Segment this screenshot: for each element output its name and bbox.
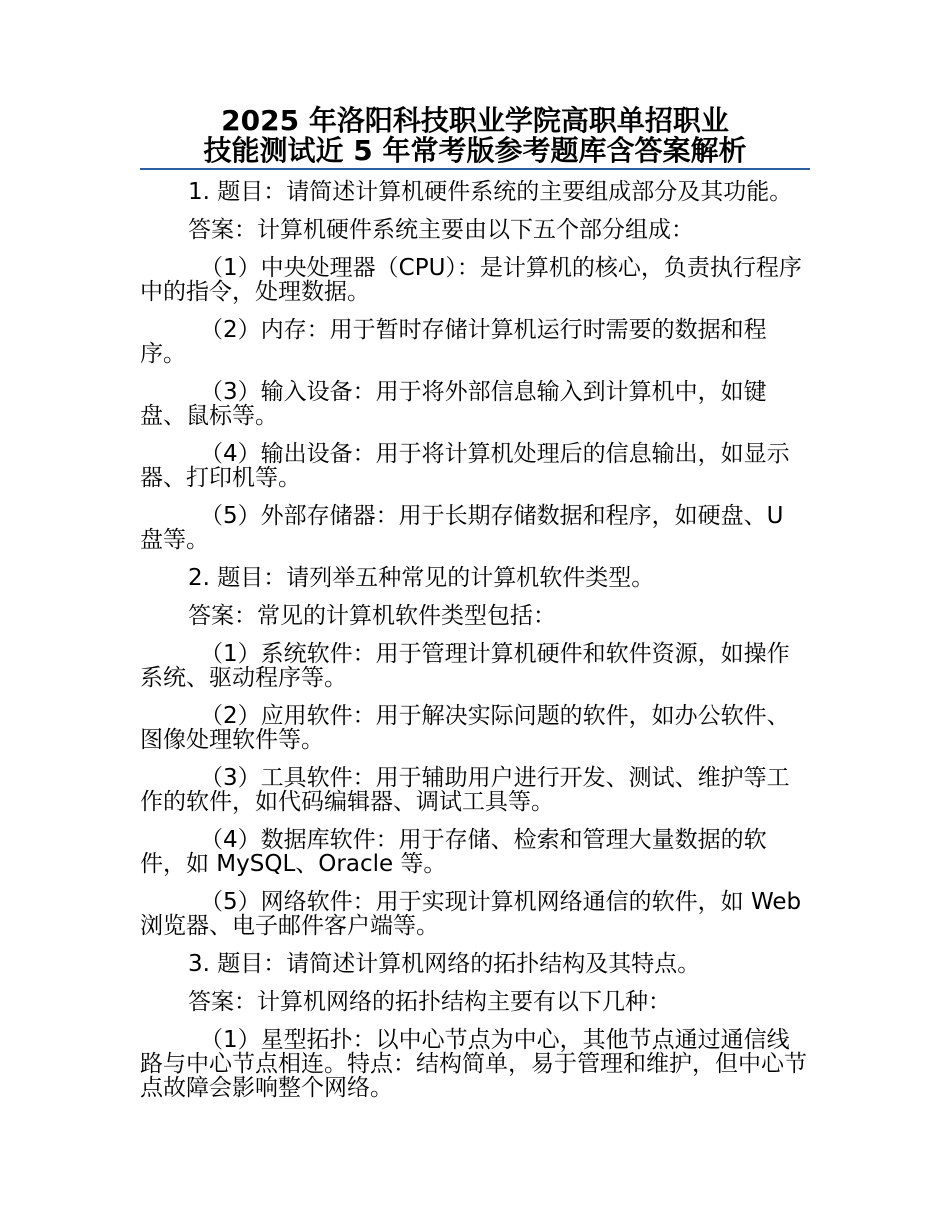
title-line-2: 技能测试近 5 年常考版参考题库含答案解析 — [203, 134, 747, 167]
answer-1-item-memory: （2）内存：用于暂时存储计算机运行时需要的数据和程序。 — [140, 317, 767, 367]
answer-2-item-application: （2）应用软件：用于解决实际问题的软件，如办公软件、图像处理软件等。 — [140, 703, 790, 753]
answer-2-intro: 答案：常见的计算机软件类型包括： — [188, 603, 556, 629]
question-3: 3. 题目：请简述计算机网络的拓扑结构及其特点。 — [188, 951, 701, 977]
answer-3-intro: 答案：计算机网络的拓扑结构主要有以下几种： — [188, 989, 671, 1015]
answer-2-item-system: （1）系统软件：用于管理计算机硬件和软件资源，如操作系统、驱动程序等。 — [140, 641, 790, 691]
document-title — [140, 106, 810, 170]
answer-3-item-star: （1）星型拓扑：以中心节点为中心，其他节点通过通信线路与中心节点相连。特点：结构简单，易于管理和维护，但中心节点故障会影响整个网络。 — [140, 1027, 807, 1101]
answer-2-item-network: （5）网络软件：用于实现计算机网络通信的软件，如 Web 浏览器、电子邮件客户端等。 — [140, 889, 802, 939]
document-body — [140, 180, 810, 1114]
answer-1-item-output: （4）输出设备：用于将计算机处理后的信息输出，如显示器、打印机等。 — [140, 441, 790, 491]
answer-1-item-cpu: （1）中央处理器（CPU）：是计算机的核心，负责执行程序中的指令，处理数据。 — [140, 255, 802, 305]
question-2: 2. 题目：请列举五种常见的计算机软件类型。 — [188, 565, 655, 591]
answer-1-item-input: （3）输入设备：用于将外部信息输入到计算机中，如键盘、鼠标等。 — [140, 379, 767, 429]
title-line-1: 2025 年洛阳科技职业学院高职单招职业 — [221, 104, 729, 137]
answer-1-intro: 答案：计算机硬件系统主要由以下五个部分组成： — [188, 217, 694, 243]
answer-2-item-tools: （3）工具软件：用于辅助用户进行开发、测试、维护等工作的软件，如代码编辑器、调试工具等。 — [140, 765, 790, 815]
answer-1-item-storage: （5）外部存储器：用于长期存储数据和程序，如硬盘、U 盘等。 — [140, 503, 784, 553]
question-1: 1. 题目：请简述计算机硬件系统的主要组成部分及其功能。 — [188, 179, 793, 205]
answer-2-item-database: （4）数据库软件：用于存储、检索和管理大量数据的软件，如 MySQL、Oracle 等。 — [140, 827, 767, 877]
